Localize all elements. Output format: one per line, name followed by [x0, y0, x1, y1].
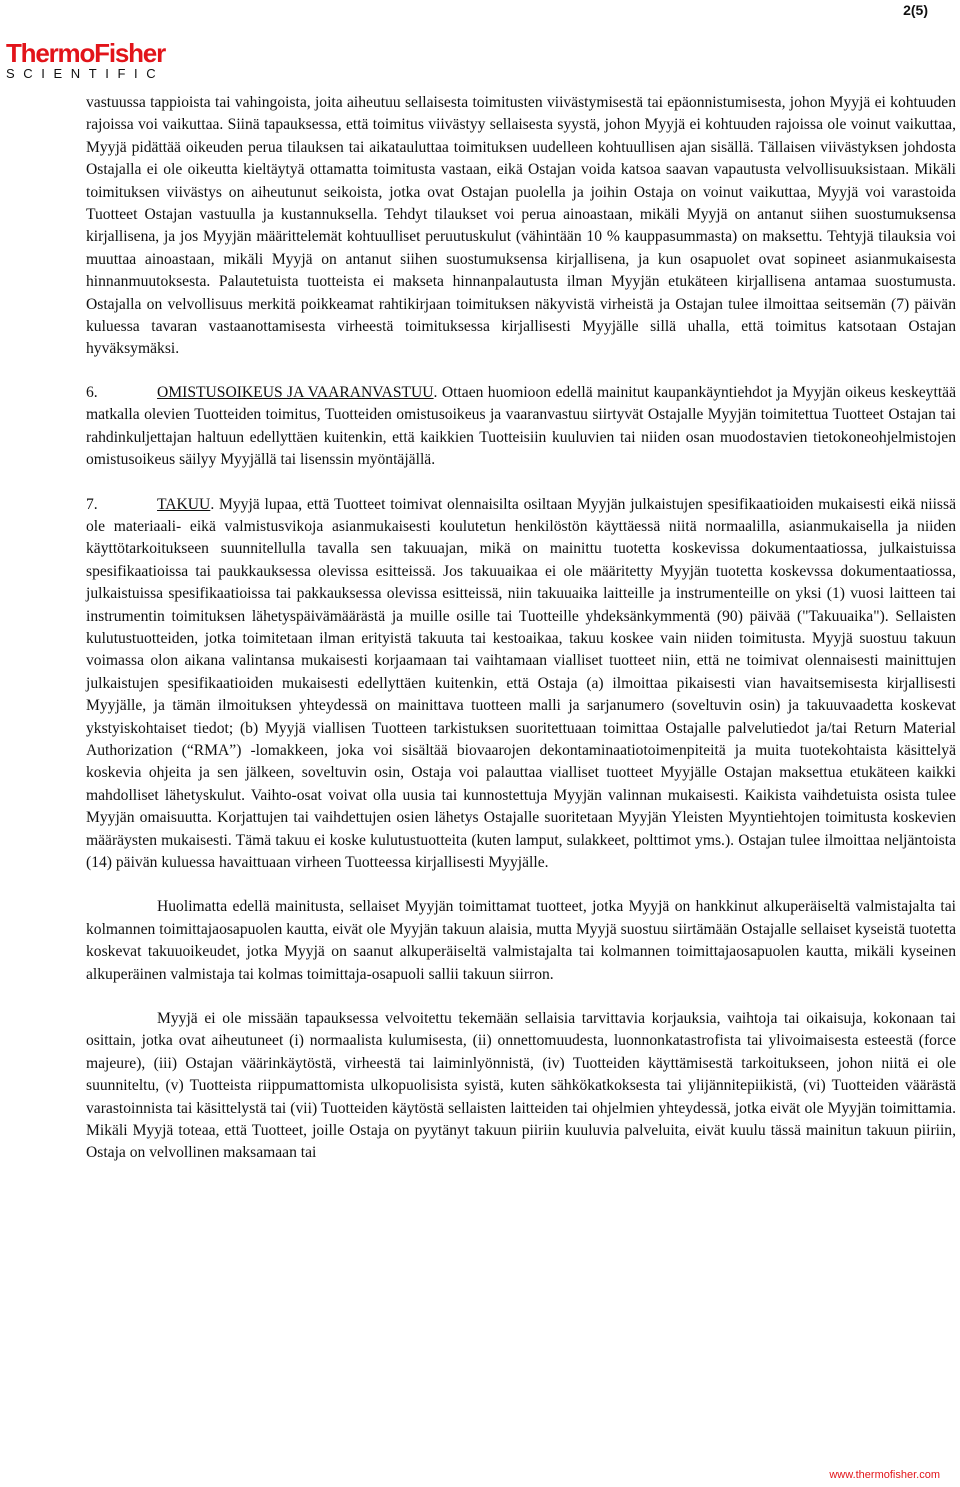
section-heading: TAKUU	[157, 495, 211, 513]
paragraph-third-party-warranty: Huolimatta edellä mainitusta, sellaiset Myyjän toimittamat tuotteet, jotka Myyjä on hankkinut alkuperäiseltä valmistajalta tai kolmannen toimittajaosapuolen kautta, eivät ole Myyjän takuun alaisia, mutta Myyjä suostuu siirtämään Ostajalle sellaiset kyseistä tuotetta koskevat takuuoikeudet, jotka Myyjä on saanut alkuperäiseltä valmistajalta tai kolmannen toimittajaosapuolen kautta, mikäli kyseinen alkuperäinen valmistaja tai kolmas toimittaja-osapuoli sallii takuun siirron.	[86, 898, 956, 983]
thermo-fisher-logo	[6, 40, 165, 80]
paragraph-delivery-continued: vastuussa tappioista tai vahingoista, joita aiheutuu sellaisesta toimitusten viivästymisestä tai epäonnistumisesta, johon Myyjä ei kohtuuden rajoissa voi vaikuttaa. Siinä tapauksessa, että toimitus viivästyy sellaisesta syystä, johon Myyjä ei kohtuuden rajoissa ole voinut vaikuttaa, Myyjä pidättää oikeuden perua tilauksen tai aikatauluttaa toimituksen uudelleen kohtuullisen ajan sisällä. Tällaisen viivästyksen johdosta Ostajalla ei ole oikeutta kieltäytyä ottamatta toimitusta vastaan, eikä Ostajan voida katsoa saavan vapautusta velvollisuuksistaan. Mikäli toimituksen viivästys on aiheutunut seikoista, jotka ovat Ostajan puolella ja joihin Ostaja on voinut vaikuttaa, Myyjä voi varastoida Tuotteet Ostajan vastuulla ja kustannuksella. Tehdyt tilaukset voi perua ainoastaan, mikäli Myyjä on antanut siihen suostumuksensa kirjallisena, ja jos Myyjän määrittelemät kohtuulliset peruutuskulut (vähintään 10 % kauppasummasta) on maksettu. Tehtyjä tilauksia voi muuttaa ainoastaan, mikäli Myyjä on antanut siihen suostumuksensa kirjallisena, ja kun osapuolet ovat sopineet asianmukaisesta hinnanmuutoksesta. Palautetuista tuotteista ei makseta hinnanpalautusta ilman Myyjän etukäteen kirjallisena antamaa suostumusta. Ostajalla on velvollisuus merkitä poikkeamat rahtikirjaan toimituksen näkyvistä virheistä ja Ostajan tulee ilmoittaa seitsemän (7) päivän kuluessa tavaran vastaanottamisesta virheestä toimituksessa kirjallisesti Myyjälle sillä uhalla, että toimitus katsotaan Ostajan hyväksymäksi.	[86, 94, 956, 358]
section-7	[86, 494, 956, 875]
document-body	[86, 92, 956, 1165]
section-heading: OMISTUSOIKEUS JA VAARANVASTUU	[157, 383, 434, 401]
section-number: 6.	[86, 383, 98, 401]
logo-subtitle: SCIENTIFIC	[6, 66, 165, 81]
section-6	[86, 382, 956, 472]
paragraph-warranty-exclusions: Myyjä ei ole missään tapauksessa velvoitettu tekemään sellaisia tarvittavia korjauksia, vaihtoja tai oikaisuja, kokonaan tai osittain, jotka ovat aiheutuneet (i) normaalista kulumisesta, (ii) onnettomuudesta, luonnonkatastrofista tai ylivoimaisesta esteestä (force majeure), (iii) Ostajan väärinkäytöstä, virheestä tai laiminlyönnistä, (iv) Tuotteiden käyttämisestä tarkoitukseen, johon niitä ei ole suunniteltu, (v) Tuotteista riippumattomista ulkopuolisista syistä, kuten sähkökatkoksesta tai ylijännitepiikistä, (vi) Tuotteiden väärästä varastoinnista tai käsittelystä tai (vii) Tuotteiden käytöstä sellaisten laitteiden tai ohjelmien yhteydessä, jotka eivät ole Myyjän toimittamia. Mikäli Myyjä toteaa, että Tuotteet, joille Ostaja on pyytänyt takuun piiriin kuuluvia palveluita, eivät kuulu tässä mainitun takuun piiriin, Ostaja on velvollinen maksamaan tai	[86, 1010, 956, 1162]
footer-url: www.thermofisher.com	[829, 1469, 940, 1481]
page-number: 2(5)	[903, 2, 928, 18]
logo-wordmark: ThermoFisher	[6, 38, 165, 68]
section-text: . Myyjä lupaa, että Tuotteet toimivat olennaisilta osiltaan Myyjän julkaistujen spesifikaatioiden mukaisesti eikä niissä ole materiaali- eikä valmistusvikoja asianmukaisesti koulutetun henkilöstön käyttäessä niitä normaalilla, asianmukaisella ja niiden käyttötarkoitukseen suunnitellulla tavalla sen takuuajan, mikä on mainittu tuotetta koskevissa dokumentaatiossa, julkaistuissa spesifikaatioissa tai paukkauksessa olevissa esitteissä. Jos takuuaikaa ei ole määritetty Myyjän tuotetta koskevssa dokumentaatiossa, julkaistuissa spesifikaatioissa tai pakkauksessa olevissa esitteissä, niin takuuaika laitteille ja instrumenteille on yksi (1) vuosi laitteen tai instrumentin toimituksen lähetyspäivämäärästä ja muille osille tai Tuotteille yhdeksänkymmentä (90) päivää ("Takuuaika"). Sellaisten kulutustuotteiden, jotka toimitetaan ilman erityistä takuuta tai kestoaikaa, takuu koskee vain niiden toimitusta. Myyjä suostuu takuun voimassa olon aikana valintansa mukaisesti korjaamaan tai vaihtamaan vialliset tuotteet niin, että ne toimivat olennaisesti mainittujen julkaistujen spesifikaatioiden mukaisesti edellyttäen kuitenkin, että Ostaja (a) ilmoittaa pikaisesti vian havaitsemisesta kirjallisesti Myyjälle, ja tämän ilmoituksen yhteydessä on mainittava tuotteen malli ja sarjanumero (soveltuvin osin) ja takuuvaadetta koskevat ykstyiskohtaiset tiedot; (b) Myyjä viallisen Tuotteen tarkistuksen suoritettuaan toimittaa Ostajalle palvelutiedot ja/tai Return Material Authorization (“RMA”) -lomakkeen, joka voi sisältää biovaarojen dekontaminaatiotoimenpiteitä ja muita tuotekohtaista käsittelyä koskevia ohjeita ja sen jälkeen, soveltuvin osin, Ostaja voi palauttaa vialliset tuotteet Myyjälle Ostajan maksettua etukäteen kaikki mahdolliset lähetyskulut. Vaihto-osat voivat olla uusia tai kunnostettuja Myyjän valinnan mukaisesti. Kaikista vaihdetuista osista tulee Myyjän omaisuutta. Korjattujen tai vaihdettujen osien lähetys Ostajalle suoritetaan Myyjän Yleisten Myyntiehtojen toimitusta koskevien määräysten mukaisesti. Tämä takuu ei koske kulutustuotteita (kuten lamput, sulakkeet, polttimot yms.). Ostajan tulee ilmoittaa neljäntoista (14) päivän kuluessa havaittuaan virheen Tuotteessa kirjallisesti Myyjälle.	[86, 495, 956, 871]
section-number: 7.	[86, 495, 98, 513]
section-text: . Ottaen huomioon edellä mainitut kaupankäyntiehdot ja Myyjän oikeus keskeyttää matkalla olevien Tuotteiden toimitus, Tuotteiden omistusoikeus ja vaaranvastuu siirtyvät Ostajalle Myyjän toimitettua Tuotteet Ostajan tai rahdinkuljettajan haltuun edellyttäen kuitenkin, että kaikkien Tuotteisiin kuuluvien tai niiden osan muodostavien tietokoneohjelmistojen omistusoikeus säilyy Myyjällä tai lisenssin myöntäjällä.	[86, 383, 956, 469]
